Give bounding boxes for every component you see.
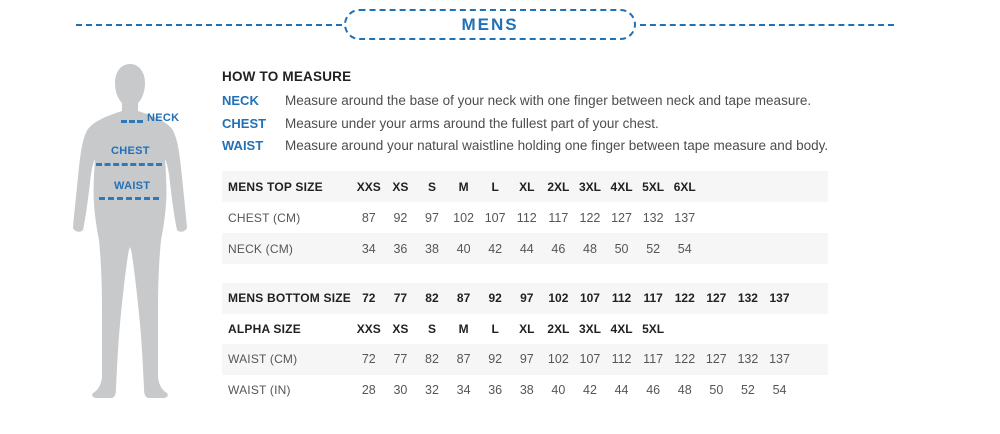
mens-top-size-table <box>222 171 828 264</box>
size-cell: 2XL <box>547 321 570 336</box>
size-cell: 102 <box>453 210 474 225</box>
size-cell: 38 <box>425 241 439 256</box>
measure-text-chest: Measure under your arms around the fullest part of your chest. <box>285 115 659 131</box>
table-row <box>222 314 828 345</box>
size-cell: 122 <box>579 210 601 225</box>
size-cell: 137 <box>769 352 790 367</box>
size-cell: 92 <box>488 291 502 306</box>
size-cell: 102 <box>548 291 569 306</box>
size-cell: XS <box>392 179 409 194</box>
size-cell: 54 <box>772 382 787 397</box>
measure-label-chest: CHEST <box>222 115 267 131</box>
size-cell: 32 <box>425 382 439 397</box>
size-cell: 87 <box>361 210 376 225</box>
figure-chest-label: CHEST <box>111 145 150 157</box>
size-cell: 54 <box>677 241 692 256</box>
size-cell: L <box>491 321 499 336</box>
size-cell: 92 <box>393 210 408 225</box>
size-cell: S <box>427 179 436 194</box>
size-cell: M <box>458 321 469 336</box>
size-cell: 3XL <box>578 179 601 194</box>
how-to-measure-section <box>222 69 982 161</box>
size-cell: 28 <box>361 382 376 397</box>
table-row <box>222 375 828 406</box>
table-row <box>222 233 828 264</box>
size-cell: 44 <box>519 241 534 256</box>
size-cell: 112 <box>611 352 632 367</box>
size-cell: 112 <box>611 291 632 306</box>
measure-row-waist <box>222 138 982 153</box>
row-label: MENS TOP SIZE <box>228 179 323 194</box>
row-label: WAIST (IN) <box>228 382 291 397</box>
row-label: WAIST (CM) <box>228 352 298 367</box>
body-silhouette <box>60 60 205 400</box>
size-cell: 97 <box>425 210 439 225</box>
measure-text-waist: Measure around your natural waistline holding one finger between tape measure and body. <box>285 138 829 153</box>
table-row <box>222 171 828 202</box>
size-cell: 107 <box>579 291 600 306</box>
title-pill <box>344 9 636 40</box>
row-label: MENS BOTTOM SIZE <box>228 291 351 306</box>
size-cell: 46 <box>551 241 566 256</box>
size-cell: 30 <box>393 382 408 397</box>
header-dash-line-left <box>76 24 342 26</box>
size-cell: 5XL <box>642 179 665 194</box>
size-cell: 87 <box>456 352 471 367</box>
male-silhouette-icon <box>60 60 205 400</box>
size-cell: 72 <box>361 352 376 367</box>
size-cell: 72 <box>362 291 376 306</box>
row-label: CHEST (CM) <box>228 210 301 225</box>
size-cell: 52 <box>740 382 755 397</box>
table-row <box>222 344 828 375</box>
size-cell: 46 <box>646 382 661 397</box>
size-cell: 48 <box>583 241 597 256</box>
size-cell: 82 <box>425 291 439 306</box>
figure-waist-label: WAIST <box>114 180 151 192</box>
size-cell: XL <box>519 179 535 194</box>
waist-measure-line <box>99 197 159 200</box>
size-cell: 127 <box>705 352 727 367</box>
size-cell: M <box>458 179 469 194</box>
neck-measure-line <box>121 120 143 123</box>
size-cell: 82 <box>425 352 439 367</box>
measure-label-neck: NECK <box>222 93 259 108</box>
size-cell: 112 <box>516 210 537 225</box>
size-cell: 50 <box>709 382 724 397</box>
table-row <box>222 283 828 314</box>
size-cell: 42 <box>583 382 597 397</box>
size-cell: 38 <box>519 382 534 397</box>
size-cell: 52 <box>646 241 661 256</box>
chest-measure-line <box>96 163 162 166</box>
size-cell: 132 <box>737 291 758 306</box>
size-cell: L <box>491 179 499 194</box>
size-cell: 132 <box>642 210 664 225</box>
size-cell: 127 <box>706 291 727 306</box>
size-cell: 127 <box>611 210 632 225</box>
mens-bottom-size-table <box>222 283 828 405</box>
measure-row-chest <box>222 116 982 131</box>
size-cell: 122 <box>674 352 696 367</box>
size-cell: 77 <box>393 352 408 367</box>
size-cell: XXS <box>356 321 381 336</box>
size-cell: 34 <box>456 382 471 397</box>
header-dash-line-right <box>640 24 894 26</box>
size-cell: 40 <box>551 382 566 397</box>
size-cell: 92 <box>488 352 503 367</box>
size-cell: 137 <box>674 210 696 225</box>
size-cell: 97 <box>520 291 534 306</box>
size-cell: 44 <box>614 382 629 397</box>
figure-neck-label: NECK <box>147 112 180 124</box>
size-cell: XXS <box>356 179 381 194</box>
size-cell: 117 <box>643 352 664 367</box>
size-cell: 137 <box>769 291 790 306</box>
measure-row-neck <box>222 93 982 108</box>
size-cell: 77 <box>393 291 408 306</box>
size-cell: 36 <box>488 382 503 397</box>
size-cell: 36 <box>393 241 408 256</box>
size-cell: 107 <box>484 210 506 225</box>
how-to-measure-heading: HOW TO MEASURE <box>222 69 352 84</box>
size-cell: 4XL <box>610 179 633 194</box>
size-cell: 117 <box>643 291 663 306</box>
size-cell: 2XL <box>547 179 570 194</box>
size-cell: 87 <box>456 291 471 306</box>
size-cell: 5XL <box>642 321 665 336</box>
size-cell: 102 <box>547 352 569 367</box>
size-cell: 107 <box>579 352 601 367</box>
row-label: ALPHA SIZE <box>228 321 301 336</box>
size-cell: 122 <box>674 291 695 306</box>
size-cell: S <box>427 321 436 336</box>
size-cell: 42 <box>488 241 503 256</box>
table-row <box>222 202 828 233</box>
size-cell: 117 <box>548 210 569 225</box>
row-label: NECK (CM) <box>228 241 294 256</box>
size-cell: XS <box>392 321 409 336</box>
measure-label-waist: WAIST <box>222 138 264 153</box>
size-cell: 40 <box>456 241 471 256</box>
size-cell: 34 <box>361 241 376 256</box>
size-cell: 6XL <box>673 179 696 194</box>
size-cell: 3XL <box>578 321 601 336</box>
size-cell: XL <box>519 321 535 336</box>
size-cell: 50 <box>614 241 629 256</box>
size-cell: 4XL <box>610 321 633 336</box>
size-cell: 48 <box>677 382 692 397</box>
page-title: MENS <box>461 14 519 34</box>
size-cell: 132 <box>737 352 759 367</box>
measure-text-neck: Measure around the base of your neck with one finger between neck and tape measure. <box>285 93 812 108</box>
size-cell: 97 <box>519 352 534 367</box>
